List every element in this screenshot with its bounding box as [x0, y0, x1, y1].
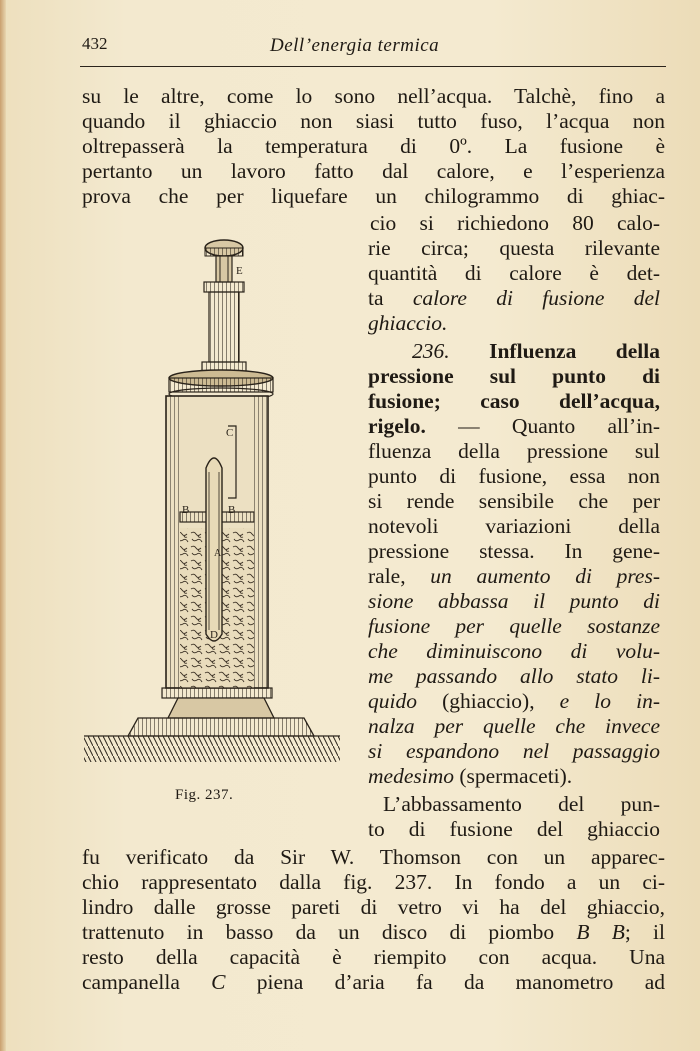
text-run-italic: che diminuiscono di volu-: [368, 639, 660, 663]
label-C: C: [226, 427, 234, 439]
section-title-part: fusione; caso dell’acqua,: [368, 389, 660, 413]
text-run-italic: fusione per quelle sostanze: [368, 614, 660, 638]
text-run: — Quanto all’in-: [425, 414, 660, 438]
figure-caption: Fig. 237.: [175, 787, 234, 803]
text-line: chio rappresentato dalla fig. 237. In fondo a un ci-: [82, 870, 665, 894]
text-run: (ghiaccio),: [416, 689, 560, 713]
section-title-part: Influenza della: [449, 339, 660, 363]
text-run-italic: e lo in-: [559, 689, 660, 713]
text-line: oltrepasserà la temperatura di 0º. La fusione è: [82, 134, 665, 158]
text-run-italic: calore di fusione del: [412, 286, 660, 310]
label-D: D: [210, 629, 218, 641]
text-line: rie circa; questa rilevante: [368, 236, 660, 260]
text-run-italic: medesimo: [368, 764, 454, 788]
text-line: cio si richiedono 80 calo-: [370, 211, 660, 235]
section-heading: [368, 389, 660, 414]
text-line: [368, 564, 660, 589]
text-run-italic: nalza per quelle che invece: [368, 714, 660, 738]
header-rule: [80, 66, 666, 67]
text-line: [368, 764, 572, 789]
text-line: prova che per liquefare un chilogrammo di ghiac-: [82, 184, 665, 208]
section-title-part: pressione sul punto di: [368, 364, 660, 388]
text-run: ta: [368, 286, 413, 310]
screw-neck: [202, 282, 246, 374]
text-line: [82, 970, 665, 995]
text-line: [82, 920, 665, 945]
section-heading: [368, 364, 660, 389]
text-run: campanella: [82, 970, 212, 994]
text-run-italic: B B: [576, 920, 625, 944]
text-line: [368, 614, 660, 639]
text-run-italic: sione abbassa il punto di: [368, 589, 660, 613]
text-run-italic: un aumento di pres-: [430, 564, 660, 588]
label-B-left: B: [182, 504, 190, 516]
text-line: [368, 286, 660, 311]
text-line: fluenza della pressione sul: [368, 439, 660, 463]
section-number: 236.: [412, 339, 450, 363]
text-run-italic: C: [211, 970, 226, 994]
apparatus-base: [84, 688, 340, 762]
running-head-title: Dell’energia termica: [270, 35, 440, 56]
text-run-italic: ghiaccio.: [368, 311, 448, 335]
text-run: trattenuto in basso da un disco di piombo: [82, 920, 577, 944]
label-A: A: [214, 548, 222, 559]
page-spine-edge: [0, 0, 6, 1051]
glass-cylinder: [166, 396, 268, 688]
text-line: [368, 689, 660, 714]
text-line: punto di fusione, essa non: [368, 464, 660, 488]
text-run-italic: quido: [368, 689, 417, 713]
text-line: [368, 714, 660, 739]
section-heading: [412, 339, 660, 364]
text-line: pressione stessa. In gene-: [368, 539, 660, 563]
text-line: [368, 589, 660, 614]
text-line: [368, 639, 660, 664]
text-run: rale,: [368, 564, 431, 588]
text-line: su le altre, come lo sono nell’acqua. Talchè, fino a: [82, 84, 665, 108]
text-line: notevoli variazioni della: [368, 514, 660, 538]
text-run-italic: si espandono nel passaggio: [368, 739, 660, 763]
section-title-part: rigelo.: [368, 414, 426, 438]
page-number: 432: [82, 34, 108, 53]
text-run-italic: me passando allo stato li-: [368, 664, 660, 688]
label-B-right: B: [228, 504, 236, 516]
text-line: resto della capacità è riempito con acqua. Una: [82, 945, 665, 969]
text-line: si rende sensibile che per: [368, 489, 660, 513]
text-line: [368, 664, 660, 689]
text-run: ; il: [624, 920, 665, 944]
text-run: piena d’aria fa da manometro ad: [225, 970, 665, 994]
figure-237-apparatus: [78, 236, 346, 776]
text-line: quantità di calore è det-: [368, 261, 660, 285]
text-line: pertanto un lavoro fatto dal calore, e l’esperienza: [82, 159, 665, 183]
label-E: E: [236, 265, 243, 277]
text-line: quando il ghiaccio non siasi tutto fuso, l’acqua non: [82, 109, 665, 133]
text-line: L’abbassamento del pun-: [383, 792, 660, 816]
text-line: [368, 414, 660, 439]
text-line: lindro dalle grosse pareti di vetro vi ha del ghiaccio,: [82, 895, 665, 919]
text-line: [368, 739, 660, 764]
text-line: [368, 311, 447, 336]
text-line: to di fusione del ghiaccio: [368, 817, 660, 841]
running-head: [82, 30, 666, 60]
text-run: (spermaceti).: [453, 764, 573, 788]
text-line: fu verificato da Sir W. Thomson con un apparec-: [82, 845, 665, 869]
